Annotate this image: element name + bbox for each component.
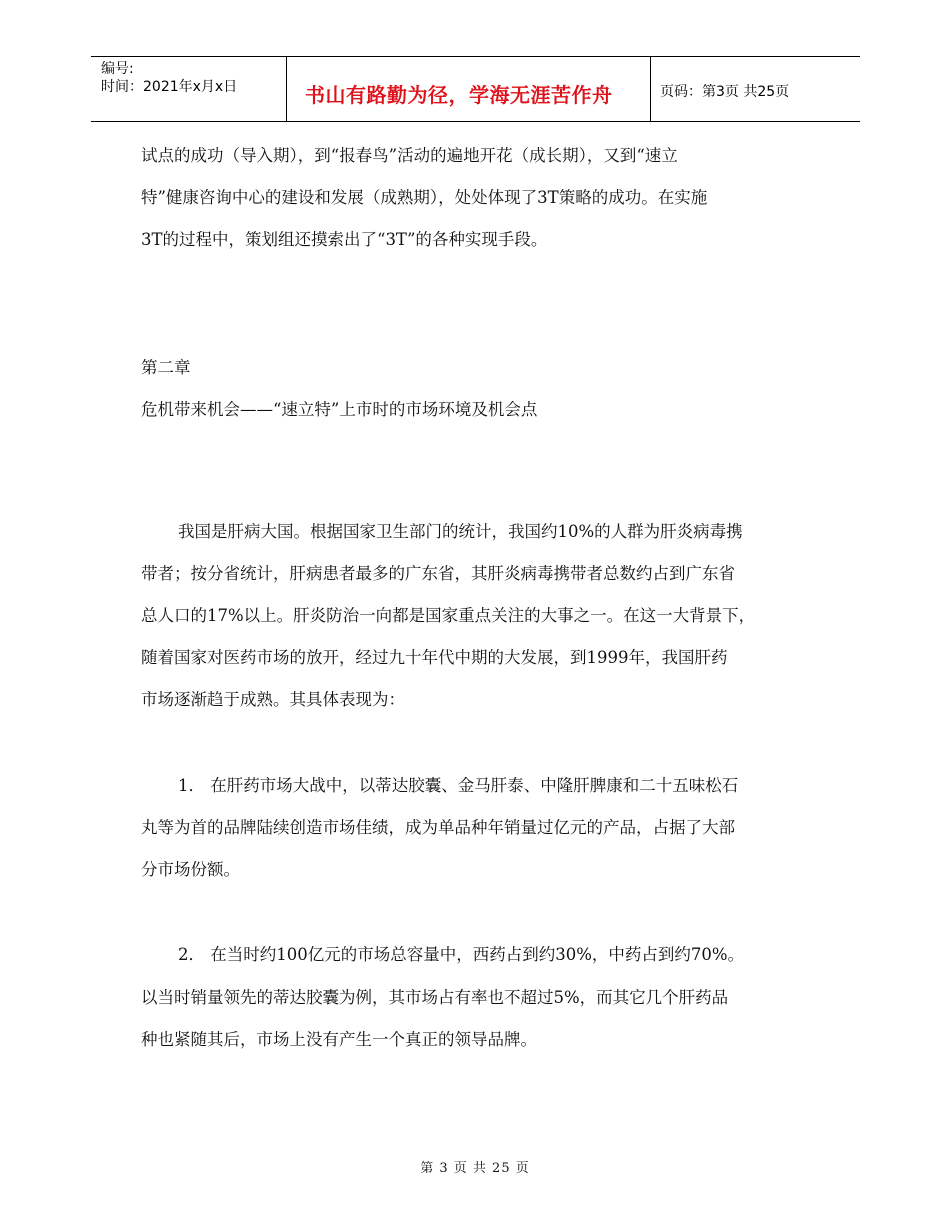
- paragraph-line: 总人口的17%以上。肝炎防治一向都是国家重点关注的大事之一。在这一大背景下，: [141, 606, 756, 625]
- paragraph-line: 随着国家对医药市场的放开，经过九十年代中期的大发展，到1999年，我国肝药: [141, 648, 728, 667]
- document-time-label: 时间：2021年x月x日: [101, 79, 238, 95]
- header-page-info: 页码：第3页 共25页: [660, 84, 790, 100]
- list-item-line: 丸等为首的品牌陆续创造市场佳绩，成为单品种年销量过亿元的产品，占据了大部: [141, 818, 735, 837]
- list-item-line: 以当时销量领先的蒂达胶囊为例，其市场占有率也不超过5%，而其它几个肝药品: [141, 988, 729, 1007]
- list-item-line: 种也紧随其后，市场上没有产生一个真正的领导品牌。: [141, 1030, 537, 1049]
- list-item-line: 1． 在肝药市场大战中，以蒂达胶囊、金马肝泰、中隆肝脾康和二十五味松石: [178, 776, 739, 795]
- paragraph-line: 我国是肝病大国。根据国家卫生部门的统计，我国约10%的人群为肝炎病毒携: [178, 522, 743, 541]
- header-motto: 书山有路勤为径，学海无涯苦作舟: [305, 83, 613, 107]
- paragraph-line: 市场逐渐趋于成熟。其具体表现为：: [141, 690, 405, 709]
- intro-line: 特”健康咨询中心的建设和发展（成熟期），处处体现了3T策略的成功。在实施: [141, 188, 708, 207]
- intro-line: 试点的成功（导入期），到“报春鸟”活动的遍地开花（成长期），又到“速立: [141, 146, 678, 165]
- paragraph-line: 带者；按分省统计，肝病患者最多的广东省，其肝炎病毒携带者总数约占到广东省: [141, 564, 735, 583]
- chapter-label: 第二章: [141, 358, 191, 377]
- list-item-line: 分市场份额。: [141, 860, 240, 879]
- chapter-title: 危机带来机会——“速立特”上市时的市场环境及机会点: [141, 400, 538, 419]
- header-divider: [650, 57, 651, 121]
- document-header: [91, 56, 860, 122]
- intro-line: 3T的过程中，策划组还摸索出了“3T”的各种实现手段。: [141, 230, 548, 249]
- list-item-line: 2． 在当时约100亿元的市场总容量中，西药占到约30%，中药占到约70%。: [178, 945, 745, 964]
- page-footer: 第 3 页 共 25 页: [420, 1161, 530, 1176]
- document-code-label: 编号:: [101, 61, 134, 77]
- header-divider: [286, 57, 287, 121]
